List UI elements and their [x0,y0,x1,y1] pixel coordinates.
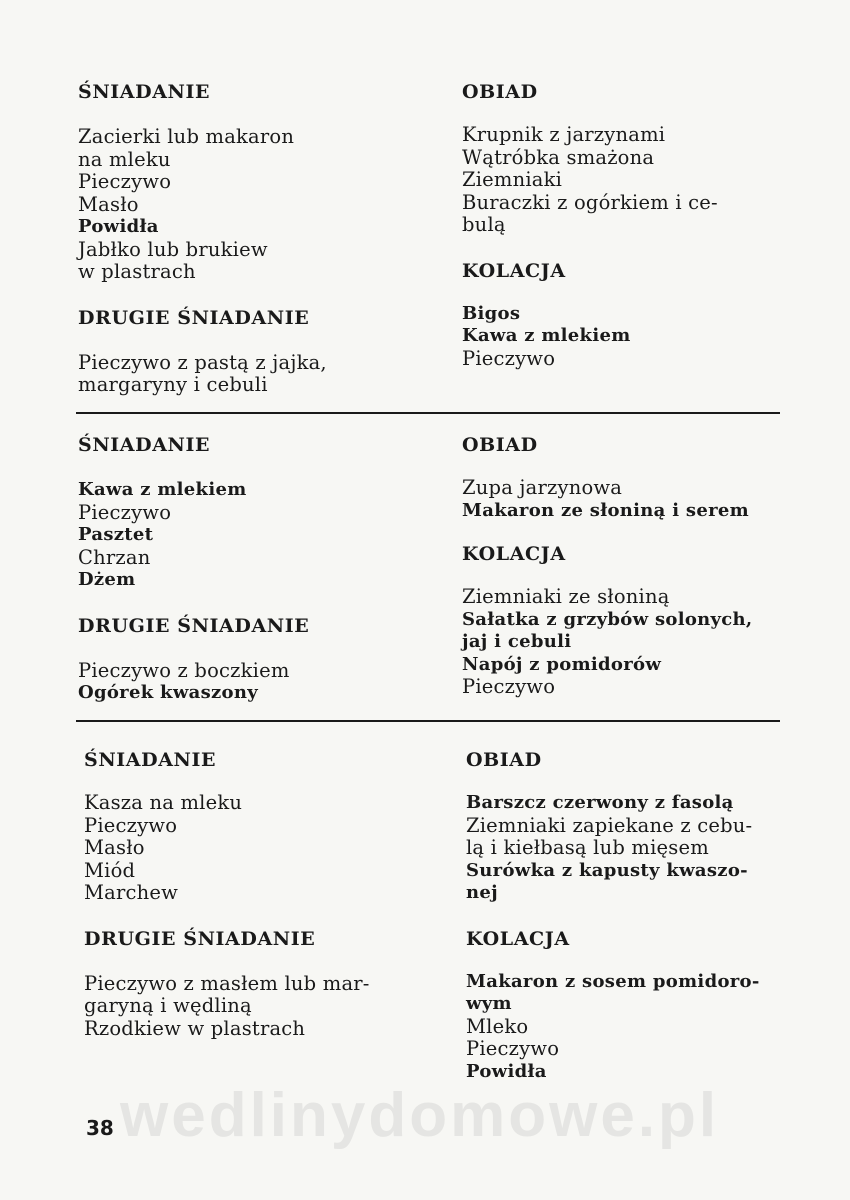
second-breakfast-items [78,660,418,705]
divider-rule [76,412,780,414]
dinner-heading: OBIAD [462,434,538,456]
supper-heading: KOLACJA [462,259,566,282]
menu-item: Pieczywo [78,170,172,193]
supper-block [462,542,784,699]
dinner-heading: OBIAD [466,749,542,771]
menu-item: Pieczywo z boczkiem [78,658,290,682]
menu-item: bulą [462,213,506,236]
menu-item: Wątróbka smażona [462,145,655,169]
menu-item: Pieczywo [462,675,556,698]
menu-item: Powidła [78,216,159,237]
second-breakfast-block [84,927,424,1041]
dinner-block [466,748,788,905]
menu-item: Krupnik z jarzynami [462,123,666,146]
menu-item: Buraczki z ogórkiem i ce- [462,190,718,214]
menu-item: Masło [78,192,139,216]
dinner-items [466,792,788,905]
menu-item: Ziemniaki [462,168,563,191]
right-column [462,80,784,370]
breakfast-heading: ŚNIADANIE [78,81,211,103]
right-column [462,433,784,699]
supper-items [462,303,784,371]
menu-item: Kawa z mlekiem [462,325,631,346]
menu-item: w plastrach [78,260,196,283]
dinner-block [462,433,784,522]
supper-items [466,971,788,1084]
second-breakfast-items [78,352,418,397]
menu-item: lą i kiełbasą lub mięsem [466,836,709,859]
menu-item: Ziemniaki ze słoniną [462,585,670,608]
menu-item: wym [466,993,512,1014]
left-column [78,433,418,705]
menu-item: Sałatka z grzybów solonych, [462,608,753,630]
second-breakfast-block [78,306,418,397]
menu-item: Surówka z kapusty kwaszo- [466,859,748,881]
supper-heading: KOLACJA [462,543,566,565]
supper-block [462,259,784,371]
divider-rule [76,720,780,722]
menu-item: Pieczywo [78,500,172,524]
menu-item: Jabłko lub brukiew [78,237,268,261]
menu-item: Pieczywo z pastą z jajka, [78,350,327,374]
menu-item: Bigos [462,302,521,324]
menu-item: garyną i wędliną [84,994,252,1017]
second-breakfast-heading: DRUGIE ŚNIADANIE [78,306,310,329]
menu-item: Pieczywo z masłem lub mar- [84,971,370,995]
breakfast-heading: ŚNIADANIE [84,749,217,771]
menu-item: nej [466,882,498,903]
menu-item: Barszcz czerwony z fasolą [466,792,734,813]
menu-item: Powidła [466,1060,547,1082]
menu-item: Chrzan [78,545,151,569]
dinner-items [462,124,784,237]
supper-items [462,586,784,699]
menu-item: Marchew [84,881,179,904]
supper-block [466,927,788,1084]
menu-item: Rzodkiew w plastrach [84,1016,306,1040]
menu-item: Zupa jarzynowa [462,476,623,499]
left-column [78,80,418,397]
menu-item: Kasza na mleku [84,791,243,814]
menu-item: Napój z pomidorów [462,653,662,675]
menu-item: Ogórek kwaszony [78,682,258,703]
menu-item: margaryny i cebuli [78,373,268,396]
right-column [466,748,788,1083]
breakfast-items [78,479,418,592]
menu-item: Makaron ze słoniną i serem [462,499,749,521]
left-column [84,748,424,1040]
menu-item: Pieczywo [462,346,556,370]
menu-item: Dżem [78,569,136,590]
second-breakfast-heading: DRUGIE ŚNIADANIE [84,927,316,950]
dinner-heading: OBIAD [462,81,538,103]
breakfast-block [78,433,418,592]
watermark: wedlinydomowe.pl [120,1081,720,1150]
menu-item: Kawa z mlekiem [78,479,247,500]
menu-item: Mleko [466,1014,529,1038]
supper-heading: KOLACJA [466,927,570,950]
menu-item: Pieczywo [84,813,178,837]
menu-item: Pieczywo [466,1037,560,1060]
menu-item: jaj i cebuli [462,631,572,652]
second-breakfast-heading: DRUGIE ŚNIADANIE [78,614,310,637]
menu-item: Pasztet [78,524,154,545]
menu-item: Miód [84,858,136,882]
page-number: 38 [86,1116,114,1140]
menu-item: Makaron z sosem pomidoro- [466,970,760,992]
menu-item: Ziemniaki zapiekane z cebu- [466,813,753,837]
breakfast-items [78,126,418,284]
breakfast-block [84,748,424,905]
breakfast-block [78,80,418,284]
second-breakfast-block [78,614,418,705]
menu-item: Zacierki lub makaron [78,125,295,148]
dinner-items [462,477,784,522]
menu-item: Masło [84,836,145,859]
breakfast-items [84,792,424,905]
menu-item: na mleku [78,147,171,171]
dinner-block [462,80,784,237]
second-breakfast-items [84,973,424,1041]
breakfast-heading: ŚNIADANIE [78,434,211,456]
